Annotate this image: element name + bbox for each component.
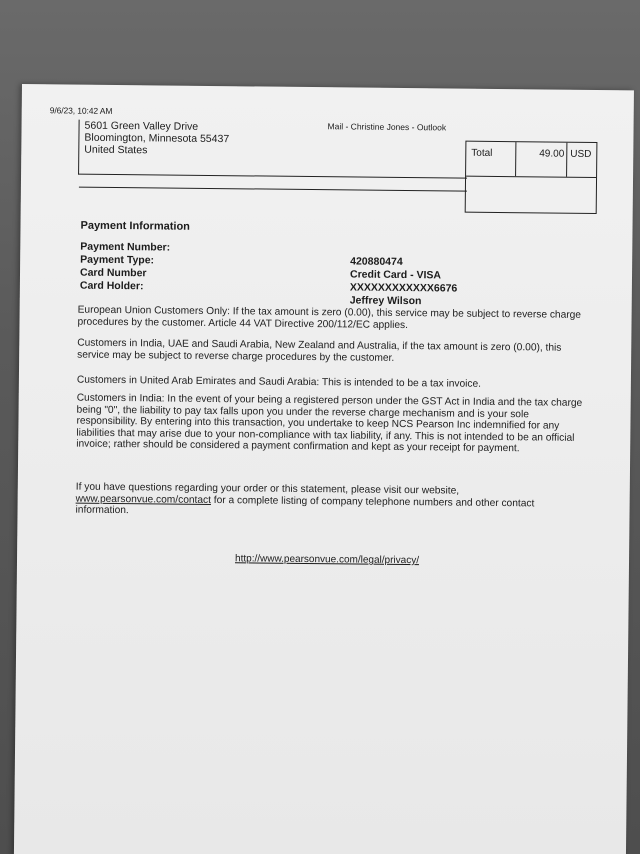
payment-number-value: 420880474	[350, 255, 403, 268]
address-line-3: United States	[84, 143, 148, 157]
questions-paragraph	[75, 482, 581, 522]
payment-number-label: Payment Number:	[80, 240, 171, 254]
payment-type-value: Credit Card - VISA	[349, 268, 442, 282]
india-gst-notice: Customers in India: In the event of your being a registered person under the GST Act in India and the tax charge being "0", the liability to pay tax falls upon you under the reverse charge mechanism and is your sole responsibility. By entering into this transaction, you undertake to keep NCS Pearson Inc indemnified for any liabilities that may arise due to your non-compliance with tax liability, if any. This is not intended to be an official invoice; rather should be considered a payment confirmation and kept as your receipt for payment.	[76, 392, 583, 455]
eu-tax-notice: European Union Customers Only: If the tax amount is zero (0.00), this service may be subject to reverse charge procedures by the customer. Article 44 VAT Directive 200/112/EC applies.	[77, 304, 582, 331]
payment-labels	[80, 241, 170, 294]
address-box	[78, 120, 468, 179]
card-holder-label: Card Holder:	[79, 279, 144, 293]
address-line-2: Bloomington, Minnesota 55437	[84, 131, 230, 146]
card-number-value: XXXXXXXXXXXX6676	[349, 281, 458, 295]
card-holder-value: Jeffrey Wilson	[349, 294, 422, 308]
payment-type-label: Payment Type:	[80, 253, 155, 267]
payment-values	[350, 255, 458, 308]
questions-text-end: for a complete listing of company telephone numbers and other contact information.	[75, 494, 535, 517]
uae-tax-notice: Customers in United Arab Emirates and Saudi Arabia: This is intended to be a tax invoice.	[76, 374, 482, 390]
card-number-label: Card Number	[79, 266, 147, 280]
privacy-link[interactable]: http://www.pearsonvue.com/legal/privacy/	[234, 553, 420, 567]
questions-text-start: If you have questions regarding your order or this statement, please visit our website,	[75, 481, 460, 497]
total-row	[466, 142, 596, 178]
total-currency: USD	[570, 148, 592, 160]
address-line-1: 5601 Green Valley Drive	[84, 119, 199, 133]
total-table	[465, 141, 598, 214]
address-divider-row	[79, 175, 467, 192]
payment-section-title: Payment Information	[80, 219, 190, 233]
regional-tax-notice: Customers in India, UAE and Saudi Arabia, New Zealand and Australia, if the tax amount is zero (0.00), this service may be subject to reverse charge procedures by the customer.	[77, 337, 562, 364]
contact-link[interactable]: www.pearsonvue.com/contact	[75, 493, 212, 506]
print-datetime: 9/6/23, 10:42 AM	[49, 105, 113, 116]
total-amount: 49.00	[516, 142, 567, 177]
printed-page	[14, 84, 634, 854]
print-header-title: Mail - Christine Jones - Outlook	[327, 121, 447, 133]
total-label: Total	[466, 142, 516, 177]
